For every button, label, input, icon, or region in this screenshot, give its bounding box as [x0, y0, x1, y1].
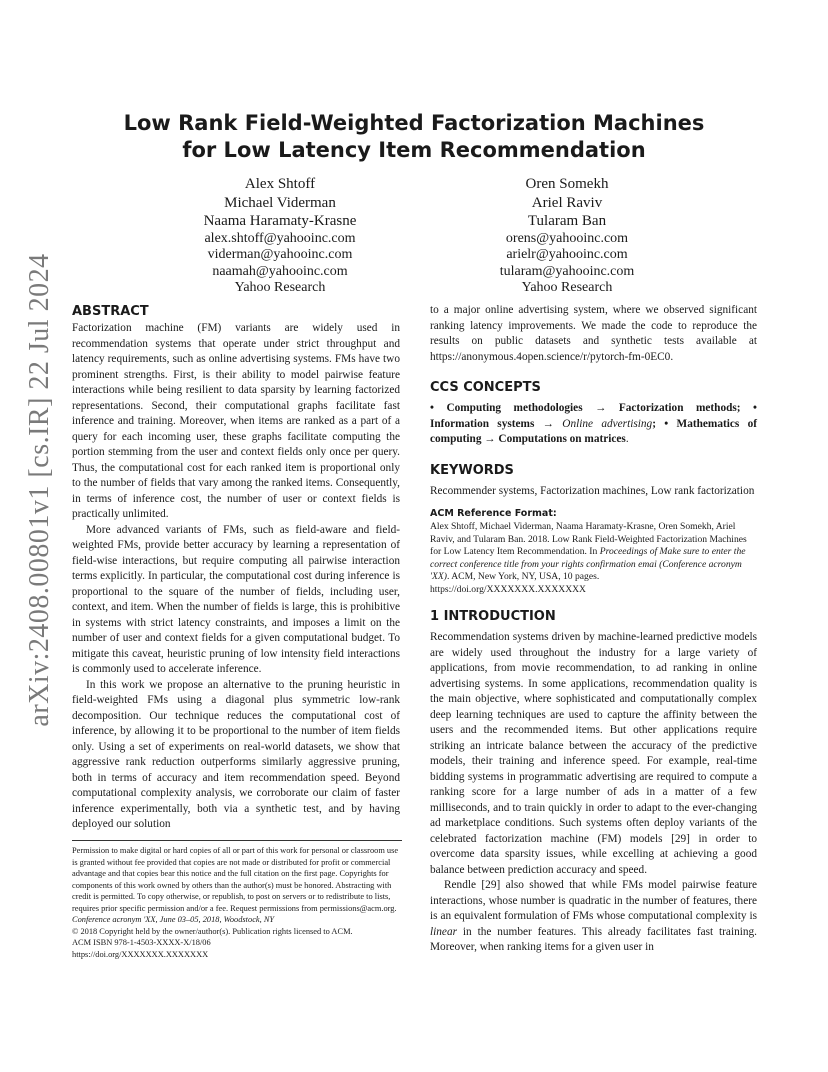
acm-reference-venue: Proceedings of Make sure to enter the correct conference title from your rights confirmation emai (Conference acronym 'XX) [430, 546, 746, 582]
acm-reference [430, 521, 757, 596]
ccs-term: ; • Information systems → [430, 402, 757, 430]
acm-reference-text: . ACM, New York, NY, USA, 10 pages. https://doi.org/XXXXXXX.XXXXXXX [430, 571, 600, 595]
author-name: Oren Somekh [525, 176, 609, 192]
intro-paragraph: Recommendation systems driven by machine-learned predictive models are widely used throughout the industry for a large variety of applications, from movie recommendation, to ad ranking in online advertising systems. In some applications, recommendation quality is the main objective, where sophisticated and computationally complex deep learning techniques are used to capture the affinity between the users and the recommended items. But other applications require striking an intricate balance between the accuracy of the predictive models, their training and inference speed. For example, real-time bidding systems in programmatic advertising are required to compute a ranking score for a large number of ads in a matter of a few milliseconds, and to train quickly in order to adapt to the ever-changing ad marketplace conditions. Such systems often deploy variants of the celebrated factorization machine (FM) models [29] in order to overcome data sparsity issues, while excelling at achieving a good balance between prediction accuracy and speed. [430, 631, 757, 876]
acm-reference-heading: ACM Reference Format: [430, 508, 557, 519]
author-block-right [427, 175, 707, 297]
ccs-heading: CCS CONCEPTS [430, 380, 541, 395]
keywords-heading: KEYWORDS [430, 462, 514, 478]
acm-reference-text: Alex Shtoff, Michael Viderman, Naama Haramaty-Krasne, Oren Somekh, Ariel Raviv, and Tularam Ban. 2018. Low Rank Field-Weighted Factorization Machines for Low Latency Item Recommendation. In [430, 521, 747, 557]
ccs-concepts [430, 401, 757, 448]
title-line-1: Low Rank Field-Weighted Factorization Machines [123, 111, 705, 135]
title-line-2: for Low Latency Item Recommendation [182, 138, 646, 162]
author-email: tularam@yahooinc.com [499, 263, 635, 279]
ccs-term: Online advertising [562, 417, 653, 430]
arxiv-identifier [20, 253, 60, 727]
author-name: Naama Haramaty-Krasne [203, 213, 357, 229]
author-block-left [140, 175, 420, 297]
copyright-footnote [72, 840, 402, 960]
author-name: Michael Viderman [224, 194, 336, 211]
author-email: arielr@yahooinc.com [506, 247, 628, 262]
author-email: alex.shtoff@yahooinc.com [204, 230, 356, 246]
introduction-heading: 1 INTRODUCTION [430, 609, 556, 624]
intro-text: Rendle [29] also showed that while FMs model pairwise feature interactions, whose number is quadratic in the number of features, there is an equivalent formulation of FMs whose computational complexity is [430, 879, 757, 922]
keywords-text: Recommender systems, Factorization machines, Low rank factorization [430, 484, 755, 497]
ccs-term: • Computing methodologies → Factorization methods [430, 402, 737, 414]
author-name: Alex Shtoff [244, 176, 316, 192]
abstract-paragraph: Factorization machine (FM) variants are widely used in recommendation systems that operate under strict throughput and latency requirements, such as online advertising systems. FMs have two prominent strengths. First, is their ability to model pairwise feature interactions while being resilient to data sparsity by learning factorized representations. Second, their computational graphs facilitate fast inference and training. Moreover, when items are ranked as a part of a query for each incoming user, these graphs facilitate computing the portion stemming from the user and context fields only once per query. Thus, the computational cost for each ranked item is proportional only to the number of fields that vary among the ranked items. Consequently, in terms of inference cost, the number of user or context fields is practically unlimited. [72, 322, 400, 520]
abstract-continuation: to a major online advertising system, where we observed significant ranking latency improvements. We made the code to reproduce the results on public datasets and synthetic tests available at https://anonymous.4open.science/r/pytorch-fm-0EC0. [430, 304, 757, 363]
arxiv-id-text: arXiv:2408.00801v1 [cs.IR] 22 Jul 2024 [24, 253, 55, 727]
author-affiliation: Yahoo Research [521, 280, 613, 295]
permission-notice: Permission to make digital or hard copies of all or part of this work for personal or classroom use is granted without fee provided that copies are not made or distributed for profit or commercial advantage and that copies bear this notice and the full citation on the first page. Copyrights for components of this work owned by others than the author(s) must be honored. Abstracting with credit is permitted. To copy otherwise, or republish, to post on servers or to redistribute to lists, requires prior specific permission and/or a fee. Request permissions from permissions@acm.org. [72, 846, 399, 913]
conference-line: Conference acronym 'XX, June 03–05, 2018, Woodstock, NY [72, 915, 275, 924]
doi-line: https://doi.org/XXXXXXX.XXXXXXX [72, 949, 209, 959]
intro-emphasis: linear [430, 925, 457, 938]
intro-text: in the number features. This already facilitates fast training. Moreover, when ranking items for a given user in [430, 925, 757, 953]
abstract-paragraph: More advanced variants of FMs, such as field-aware and field-weighted FMs, provide better accuracy by learning a representation of field-wise interactions, but require computing all pairwise interaction terms explicitly. In particular, the computational cost during inference is proportional to the square of the number of fields, including user, context, and item. When the number of fields is large, this is prohibitive in systems with strict latency constraints, and imposes a limit on the number of user and context fields for a given computational budget. To mitigate this caveat, heuristic pruning of low intensity field interactions is commonly used to accelerate inference. [72, 523, 400, 675]
author-affiliation: Yahoo Research [234, 280, 326, 295]
abstract-paragraph: In this work we propose an alternative to the pruning heuristic in field-weighted FMs using a diagonal plus symmetric low-rank decomposition. Our technique reduces the computational cost of inference, by allowing it to be proportional to the number of item fields only. Using a set of experiments on real-world datasets, we show that aggressive rank reduction outperforms similarly aggressive pruning, both in terms of accuracy and item recommendation speed. Beyond computational complexity analysis, we corroborate our claim of faster inference experimentally, both via a synthetic test, and by having deployed our solution [72, 678, 400, 830]
ccs-period: . [625, 433, 629, 445]
author-email: orens@yahooinc.com [505, 230, 629, 246]
left-column [72, 303, 400, 833]
author-name: Ariel Raviv [531, 194, 603, 211]
copyright-line: © 2018 Copyright held by the owner/author(s). Publication rights licensed to ACM. [72, 926, 353, 936]
ccs-term: ; • Mathematics of computing → Computations on matrices [430, 417, 758, 445]
paper-title [0, 110, 828, 164]
author-name: Tularam Ban [527, 213, 607, 229]
intro-paragraph [430, 878, 757, 956]
abstract-heading: ABSTRACT [72, 304, 149, 319]
author-email: viderman@yahooinc.com [207, 247, 353, 262]
isbn-line: ACM ISBN 978-1-4503-XXXX-X/18/06 [72, 938, 211, 947]
author-email: naamah@yahooinc.com [212, 263, 348, 279]
right-column [430, 303, 757, 956]
